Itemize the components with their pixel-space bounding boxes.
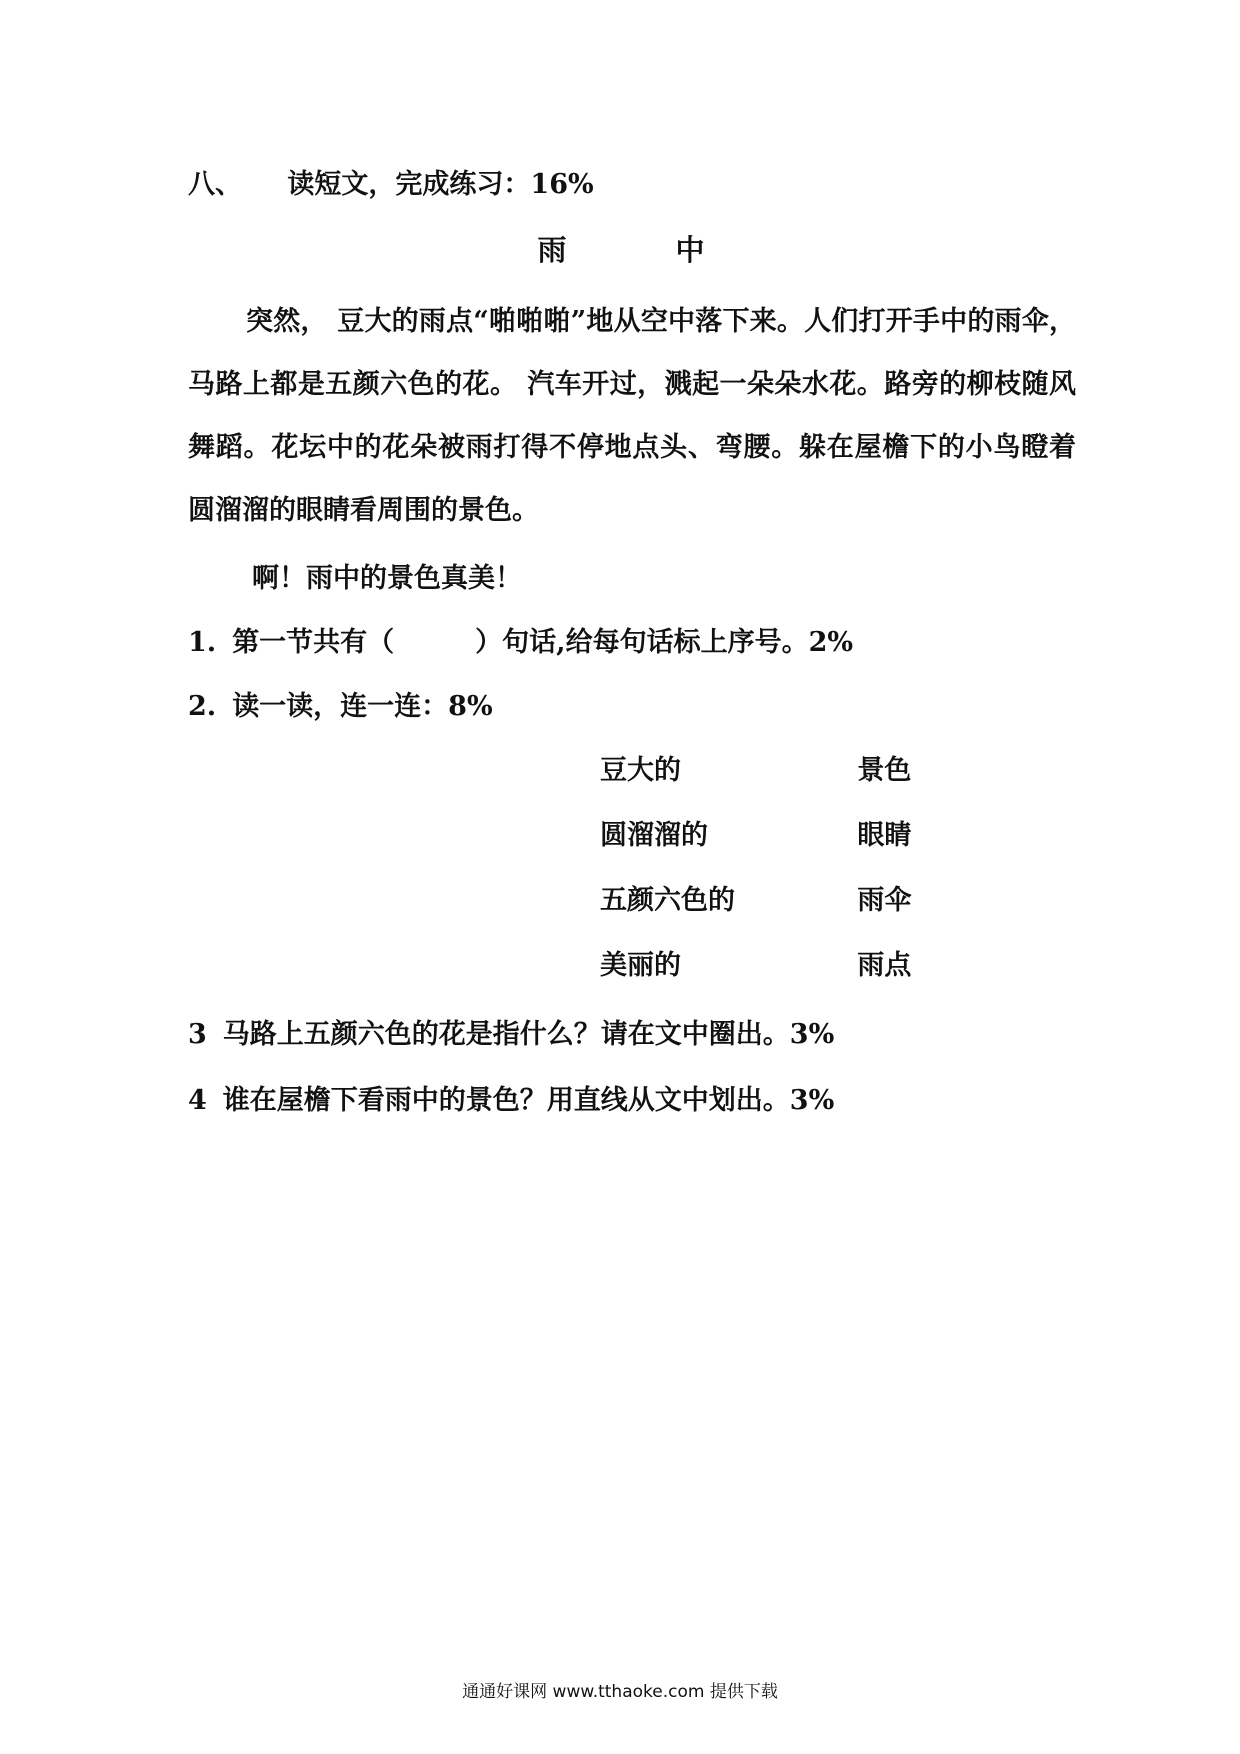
section-heading	[188, 162, 594, 201]
question-number: 1.	[188, 627, 217, 658]
question-1	[188, 620, 853, 659]
question-number: 2.	[188, 691, 217, 722]
matching-right-item: 雨伞	[857, 885, 912, 916]
matching-right-item: 雨点	[857, 950, 912, 981]
matching-exercise	[600, 748, 911, 1008]
section-number: 八、	[188, 169, 242, 200]
matching-right-item: 景色	[857, 755, 912, 786]
matching-left-item: 豆大的	[600, 755, 681, 786]
section-instruction: 读短文，完成练习：16%	[287, 169, 594, 200]
question-text: 马路上五颜六色的花是指什么？请在文中圈出。3%	[222, 1019, 835, 1050]
matching-row	[600, 813, 911, 878]
matching-right-item: 眼睛	[857, 820, 912, 851]
matching-row	[600, 748, 911, 813]
question-text: 读一读，连一连：8%	[232, 691, 493, 722]
question-3	[188, 1012, 834, 1051]
matching-left-item: 圆溜溜的	[600, 820, 708, 851]
question-text: 第一节共有（ ）句话,给每句话标上序号。2%	[232, 627, 854, 658]
footer-source: 通通好课网 www.tthaoke.com 提供下载	[462, 1682, 778, 1702]
question-4	[188, 1078, 834, 1117]
question-text: 谁在屋檐下看雨中的景色？用直线从文中划出。3%	[222, 1085, 835, 1116]
question-2	[188, 684, 493, 723]
matching-left-item: 五颜六色的	[600, 885, 735, 916]
matching-row	[600, 878, 911, 943]
question-number: 3	[188, 1019, 207, 1050]
matching-left-item: 美丽的	[600, 950, 681, 981]
passage-title: 雨 中	[537, 233, 745, 267]
passage-paragraph: 突然， 豆大的雨点“啪啪啪”地从空中落下来。人们打开手中的雨伞，马路上都是五颜六色的花。 汽车开过，溅起一朵朵水花。路旁的柳枝随风舞蹈。花坛中的花朵被雨打得不停地点头、弯腰。躲在屋檐下的小鸟瞪着圆溜溜的眼睛看周围的景色。	[188, 306, 1076, 526]
question-number: 4	[188, 1085, 207, 1116]
matching-row	[600, 943, 911, 1008]
passage-exclamation: 啊！雨中的景色真美！	[252, 563, 522, 594]
